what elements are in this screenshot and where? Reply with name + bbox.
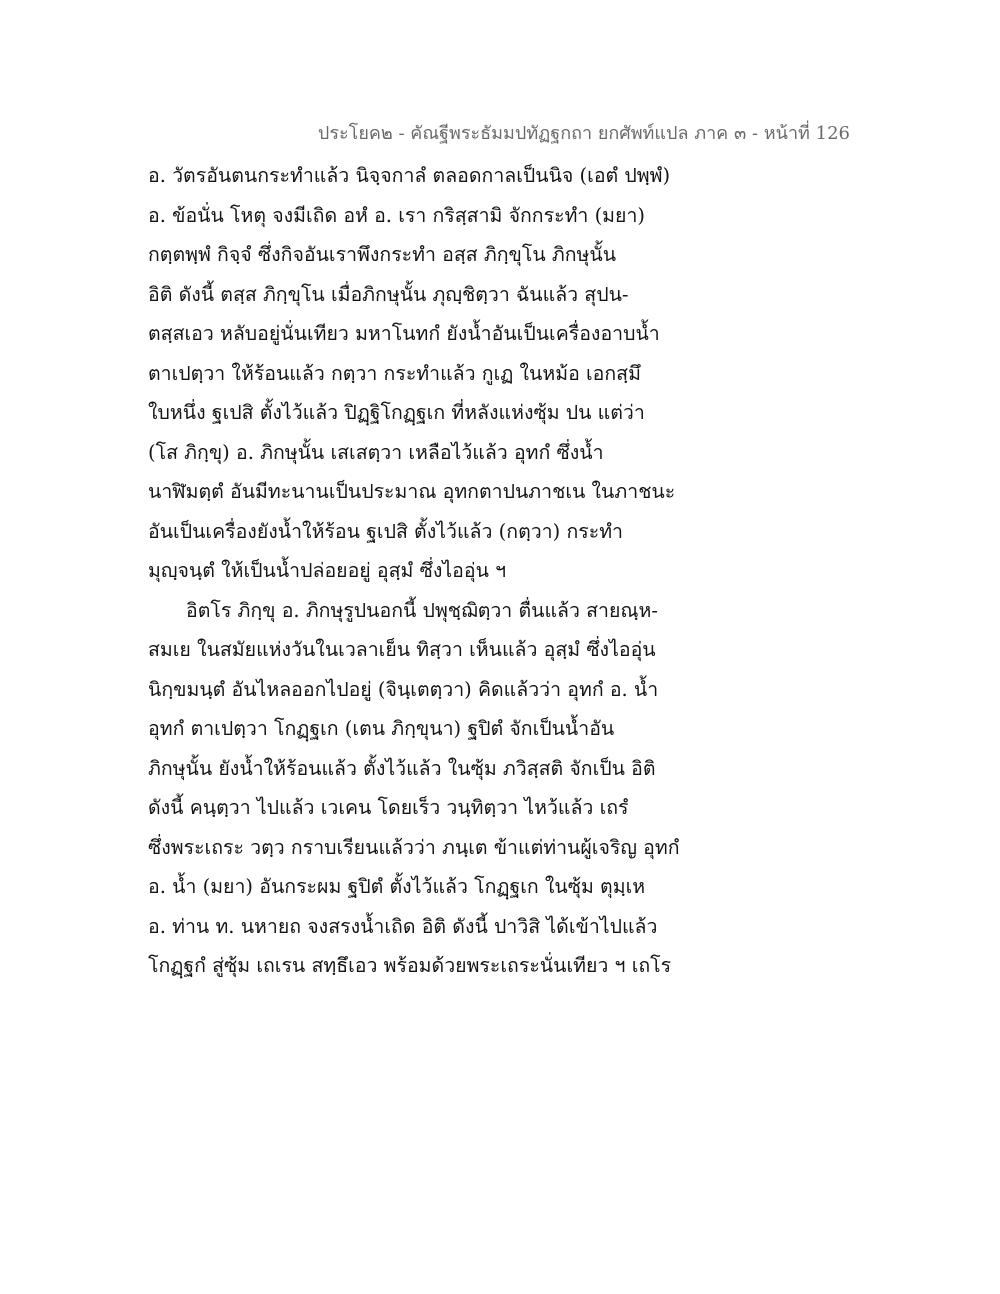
text-line: อ. วัตรอันตนกระทำแล้ว นิจฺจกาลํ ตลอดกาลเป็นนิจ (เอตํ ปพฺพํ) [148,164,671,187]
text-line: สมเย ในสมัยแห่งวันในเวลาเย็น ทิสฺวา เห็นแล้ว อุสฺมํ ซึ่งไออุ่น [148,638,656,661]
text-line: อิติ ดังนี้ ตสฺส ภิกฺขุโน เมื่อภิกษุนั้น ภุญฺชิตฺวา ฉันแล้ว สุปน- [148,282,629,306]
text-line: กตฺตพฺพํ กิจฺจํ ซึ่งกิจอันเราพึงกระทำ อสฺส ภิกฺขุโน ภิกษุนั้น [148,243,617,266]
text-line: (โส ภิกฺขุ) อ. ภิกษุนั้น เสเสตฺวา เหลือไว้แล้ว อุทกํ ซึ่งน้ำ [148,440,604,464]
text-line: อันเป็นเครื่องยังน้ำให้ร้อน ฐเปสิ ตั้งไว้แล้ว (กตฺวา) กระทำ [148,519,623,543]
text-line: ตสฺสเอว หลับอยู่นั่นเทียว มหาโนทกํ ยังน้ำอันเป็นเครื่องอาบน้ำ [148,322,660,345]
text-line: อุทกํ ตาเปตฺวา โกฏฺฐเก (เตน ภิกฺขุนา) ฐปิตํ จักเป็นน้ำอัน [148,717,615,740]
text-line: ภิกษุนั้น ยังน้ำให้ร้อนแล้ว ตั้งไว้แล้ว ในซุ้ม ภวิสฺสติ จักเป็น อิติ [148,756,656,780]
text-line: ตาเปตฺวา ให้ร้อนแล้ว กตฺวา กระทำแล้ว กูเฏ ในหม้อ เอกสฺมึ [148,361,641,385]
text-line: ดังนี้ คนฺตฺวา ไปแล้ว เวเคน โดยเร็ว วนฺทิตฺวา ไหว้แล้ว เถรํ [148,796,629,819]
text-line: มุญฺจนฺตํ ให้เป็นน้ำปล่อยอยู่ อุสฺมํ ซึ่งไออุ่น ฯ [148,559,507,582]
paragraph-start-line: อิตโร ภิกฺขุ อ. ภิกษุรูปนอกนี้ ปพุชฺฌิตฺวา ตื่นแล้ว สายณฺห- [186,598,658,622]
text-line: อ. น้ำ (มยา) อันกระผม ฐปิตํ ตั้งไว้แล้ว โกฏฺฐเก ในซุ้ม ตุมฺเห [148,875,646,898]
running-header: ประโยค๒ - คัณฐีพระธัมมปทัฏฐกถา ยกศัพท์แปล ภาค ๓ - หน้าที่ 126 [317,123,850,144]
text-line: ซึ่งพระเถระ วตฺว กราบเรียนแล้วว่า ภนฺเต ข้าแต่ท่านผู้เจริญ อุทกํ [148,835,680,859]
text-line: ใบหนึ่ง ฐเปสิ ตั้งไว้แล้ว ปิฏฺฐิโกฏฺฐเก ที่หลังแห่งซุ้ม ปน แต่ว่า [148,401,645,424]
text-line: อ. ท่าน ท. นหายถ จงสรงน้ำเถิด อิติ ดังนี้ ปาวิสิ ได้เข้าไปแล้ว [148,914,658,938]
text-line: โกฏฺฐกํ สู่ซุ้ม เถเรน สทฺธึเอว พร้อมด้วยพระเถระนั่นเทียว ฯ เถโร [148,954,672,977]
text-line: นาฬิมตฺตํ อันมีทะนานเป็นประมาณ อุทกตาปนภาชเน ในภาชนะ [148,480,676,503]
text-line: นิกฺขมนฺตํ อันไหลออกไปอยู่ (จินฺเตตฺวา) คิดแล้วว่า อุทกํ อ. น้ำ [148,677,659,701]
body-text [148,156,868,986]
text-line: อ. ข้อนั่น โหตุ จงมีเถิด อหํ อ. เรา กริสฺสามิ จักกระทำ (มยา) [148,203,646,227]
